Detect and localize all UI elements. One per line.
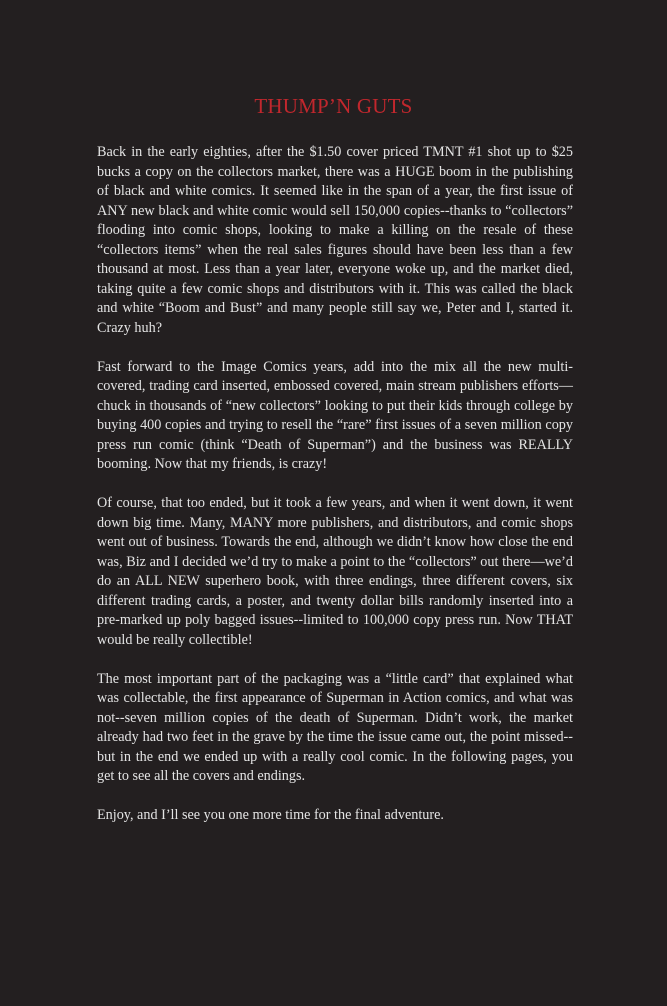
page-title: THUMP’N GUTS [254,94,413,118]
paragraph-3: Of course, that too ended, but it took a few years, and when it went down, it went down big time. Many, MANY more publishers, and distributors, and comic shops went out of business. Towards the end, although we didn’t know how close the end was, Biz and I decided we’d try to make a point to the “collectors” out there—we’d do an ALL NEW superhero book, with three endings, three different covers, six different trading cards, a poster, and twenty dollar bills randomly inserted into a pre-marked up poly bagged issues--limited to 100,000 copy press run. Now THAT would be really collectible! [97,495,573,648]
body-text [97,143,573,845]
paragraph-1: Back in the early eighties, after the $1.50 cover priced TMNT #1 shot up to $25 bucks a copy on the collectors market, there was a HUGE boom in the publishing of black and white comics. It seemed like in the span of a year, the first issue of ANY new black and white comic would sell 150,000 copies--thanks to “collectors” flooding into comic shops, looking to make a killing on the resale of these “collectors items” when the real sales figures should have been less than a few thousand at most. Less than a year later, everyone woke up, and the market died, taking quite a few comic shops and distributors with it. This was called the black and white “Boom and Bust” and many people still say we, Peter and I, started it. Crazy huh? [97,144,573,336]
paragraph-5: Enjoy, and I’ll see you one more time for the final adventure. [97,807,444,823]
paragraph-4: The most important part of the packaging was a “little card” that explained what was collectable, the first appearance of Superman in Action comics, and what was not--seven million copies of the death of Superman. Didn’t work, the market already had two feet in the grave by the time the issue came out, the point missed--but in the end we ended up with a really cool comic. In the following pages, you get to see all the covers and endings. [97,670,573,784]
paragraph-2: Fast forward to the Image Comics years, add into the mix all the new multi-covered, trading card inserted, embossed covered, main stream publishers efforts—chuck in thousands of “new collectors” looking to put their kids through college by buying 400 copies and trying to resell the “rare” first issues of a seven million copy press run comic (think “Death of Superman”) and the business was REALLY booming. Now that my friends, is crazy! [97,358,573,472]
